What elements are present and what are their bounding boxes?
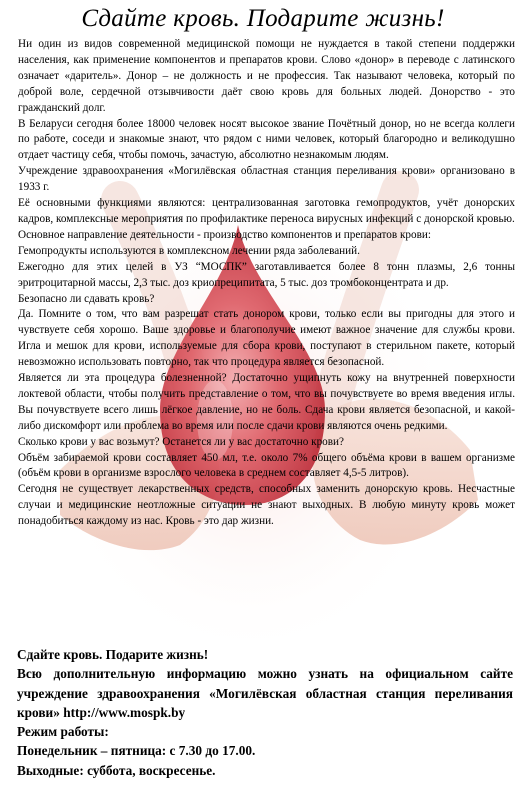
- paragraph-institution: Учреждение здравоохранения «Могилёвская областная станция переливания крови» организовано в 1933 г.: [18, 165, 515, 194]
- schedule-weekend: Выходные: суббота, воскресенье.: [17, 762, 216, 778]
- paragraph-painful: Является ли эта процедура болезненной? Достаточно ущипнуть кожу на внутренней поверхности локтевой области, чтобы получить представление о том, что вы почувствуете во время введения иглы. Вы почувствуете всего лишь лёгкое давление, но не боль. Сдача крови является безопасной, и какой-либо дискомфорт или проблема во время или после сдачи крови являются очень редкими.: [18, 372, 515, 432]
- page-title: Сдайте кровь. Подарите жизнь!: [81, 5, 445, 32]
- schedule-weekdays: Понедельник – пятница: с 7.30 до 17.00.: [17, 743, 256, 759]
- schedule-title: Режим работы:: [17, 724, 109, 740]
- paragraph-annual-volume: Ежегодно для этих целей в УЗ “МОСПК” заготавливается более 8 тонн плазмы, 2,6 тонны эритроцитарной массы, 2,3 тыс. доз криопреципитата, 5 тыс. доз тромбоконцентрата и др.: [18, 260, 515, 289]
- paragraph-hemoproducts: Гемопродукты используются в комплексном лечении ряда заболеваний.: [18, 244, 360, 257]
- paragraph-intro: Ни один из видов современной медицинской помощи не нуждается в такой степени поддержки населения, как применение компонентов и препаратов крови. Слово «донор» в переводе с латинского означает «даритель». Донор – не должность и не профессия. Так называют человека, который по доброй воле, сердечной отзывчивости даёт свою кровь для больных людей. Донорство - это гражданский долг.: [18, 38, 515, 114]
- footer-website-info: Всю дополнительную информацию можно узнать на официальном сайте учреждение здравоохранения «Могилёвская областная станция переливания крови» http://www.mospk.by: [17, 666, 513, 720]
- article-body: [18, 37, 515, 530]
- paragraph-conclusion: Сегодня не существует лекарственных средств, способных заменить донорскую кровь. Несчастные случаи и медицинские неотложные ситуации не знают выходных. В любую минуту кровь может понадобиться каждому из нас. Кровь - это дар жизни.: [18, 483, 515, 528]
- answer-volume: Объём забираемой крови составляет 450 мл, т.е. около 7% общего объёма крови в вашем организме (объём крови в организме взрослого человека в среднем составляет 4,5-5 литров).: [18, 451, 515, 480]
- question-volume: Сколько крови у вас возьмут? Останется ли у вас достаточно крови?: [18, 435, 344, 448]
- question-safety: Безопасно ли сдавать кровь?: [18, 292, 155, 305]
- footer-info: [17, 645, 513, 780]
- paragraph-functions: Её основными функциями являются: централизованная заготовка гемопродуктов, учёт донорских кадров, комплексные мероприятия по профилактике переноса вирусных инфекций с донорской кровью.: [18, 197, 515, 225]
- paragraph-honorary-donors: В Беларуси сегодня более 18000 человек носят высокое звание Почётный донор, но не всегда коллеги по работе, соседи и знакомые знают, что рядом с ними человек, который благородно и великодушно отдает частицу себя, чтобы помочь, зачастую, абсолютно незнакомым людям.: [18, 117, 515, 162]
- paragraph-main-direction: Основное направление деятельности - производство компонентов и препаратов крови:: [18, 228, 431, 241]
- footer-slogan: Сдайте кровь. Подарите жизнь!: [17, 647, 209, 662]
- answer-safety: Да. Помните о том, что вам разрешат стать донором крови, только если вы пригодны для этого и чувствуете себя хорошо. Ваше здоровье и благополучие имеют важное значение для службы крови. Игла и мешок для крови, используемые для сбора крови, поступают в стерильном пакете, который невозможно использовать повторно, так что процедура является безопасной.: [18, 308, 515, 369]
